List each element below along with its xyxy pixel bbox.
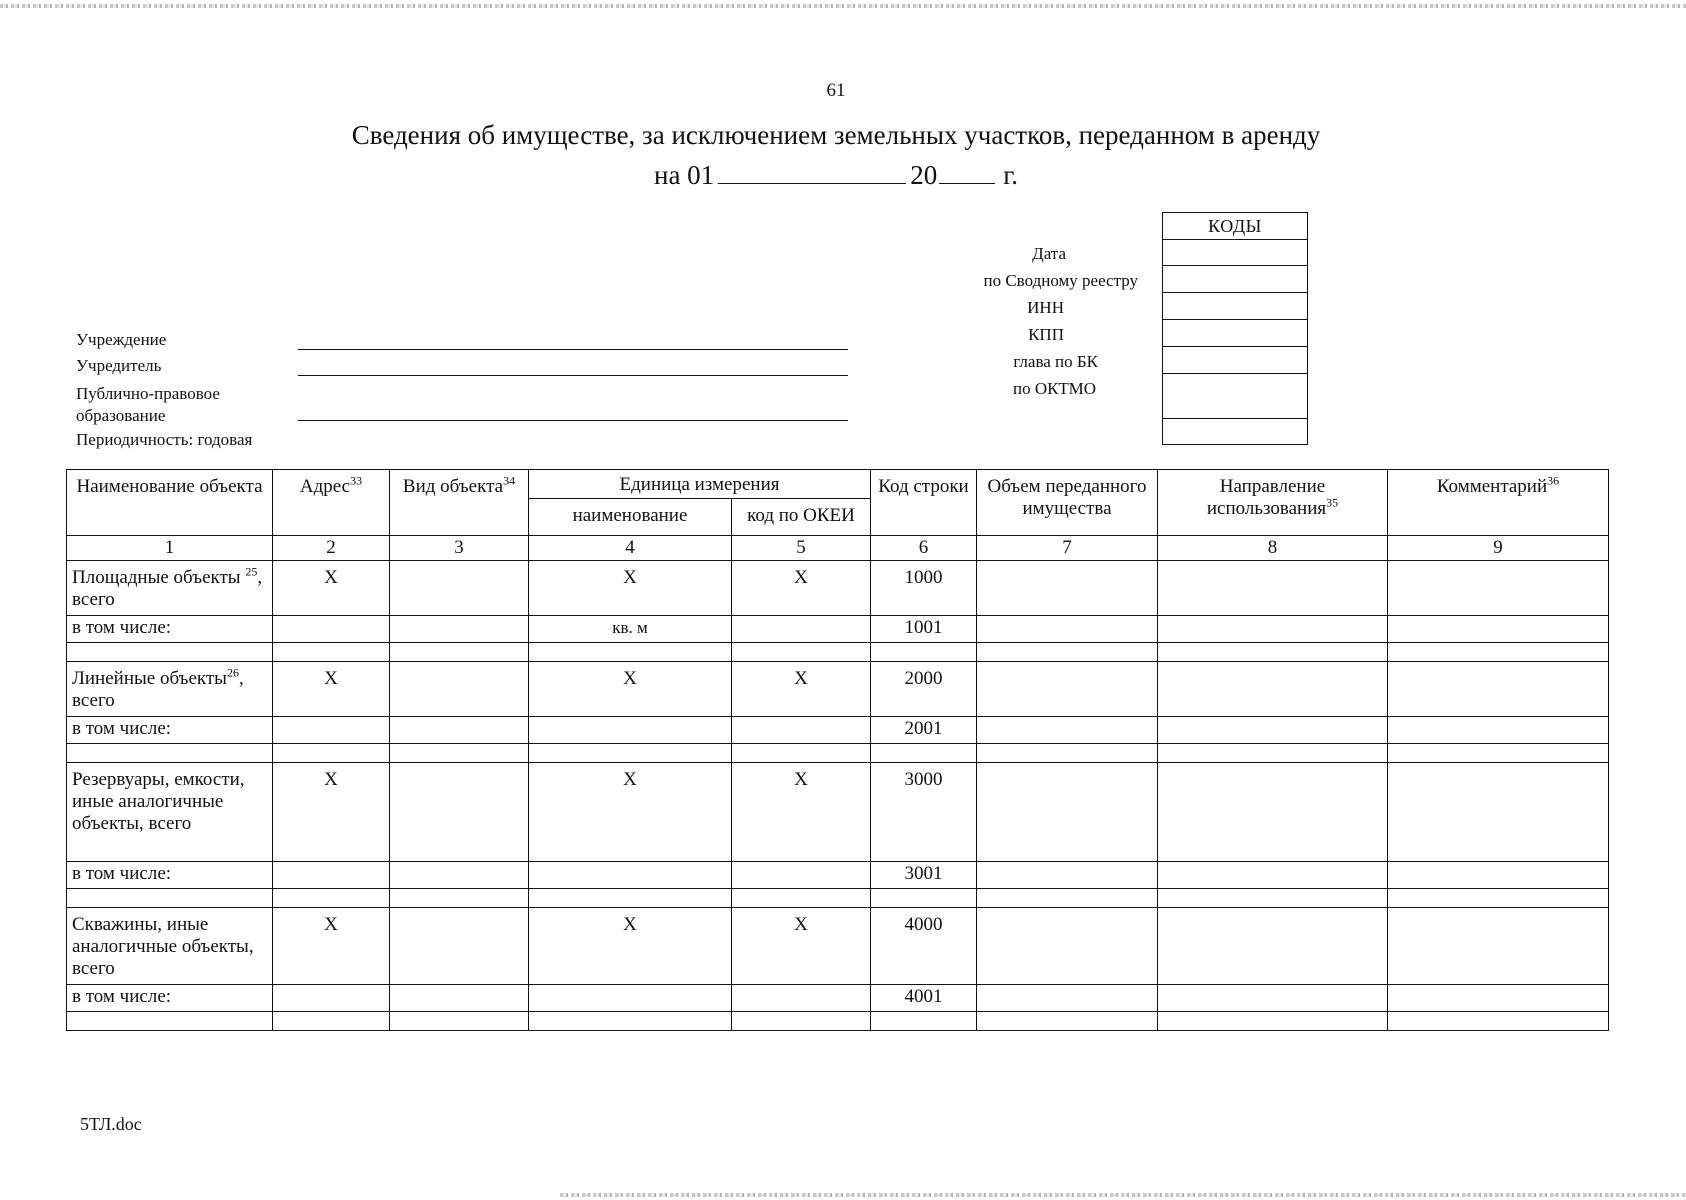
public-entity-line [298, 420, 848, 421]
codes-labels [878, 240, 1138, 402]
row-code: 2000 [871, 662, 977, 717]
cell-mark: X [529, 908, 732, 985]
header-purpose: Направление использования$^{35}$ [1158, 470, 1388, 536]
column-number: 4 [529, 536, 732, 561]
table-row-wells-incl [67, 985, 1609, 1012]
cell-mark: X [273, 763, 390, 862]
row-code: 1001 [871, 616, 977, 643]
header-comment: Комментарий$^{36}$ [1388, 470, 1609, 536]
cell-mark: X [529, 561, 732, 616]
row-name: Площадные объекты $^{25}$, всего [67, 561, 273, 616]
header-name: Наименование объекта [67, 470, 273, 536]
column-number: 3 [390, 536, 529, 561]
code-cell-oktmo [1163, 374, 1307, 419]
code-label-kpp: КПП [1028, 325, 1064, 344]
founder-line [298, 375, 848, 376]
row-code: 3001 [871, 862, 977, 889]
code-cell-registry [1163, 266, 1307, 293]
code-label-date: Дата [1032, 244, 1066, 263]
cell-mark: X [732, 908, 871, 985]
institution-line [298, 349, 848, 350]
code-label-oktmo: по ОКТМО [1012, 379, 1096, 398]
header-unit: Единица измерения [529, 470, 871, 499]
code-label-registry: по Сводному реестру [983, 271, 1138, 290]
cell-empty [1158, 662, 1388, 717]
table-row-area-objects [67, 561, 1609, 616]
row-name: Линейные объекты$^{26}$, всего [67, 662, 273, 717]
column-number: 1 [67, 536, 273, 561]
column-number: 2 [273, 536, 390, 561]
scan-edge-top [0, 4, 1686, 8]
cell-empty [1388, 561, 1609, 616]
code-cell-kpp [1163, 320, 1307, 347]
row-name: в том числе: [67, 717, 273, 744]
cell-empty [732, 616, 871, 643]
codes-box [1162, 212, 1308, 445]
header-unit-okei: код по ОКЕИ [732, 499, 871, 536]
code-label-inn: ИНН [1027, 298, 1064, 317]
cell-mark: X [273, 908, 390, 985]
cell-empty [390, 662, 529, 717]
row-code: 4001 [871, 985, 977, 1012]
unit-name: кв. м [529, 616, 732, 643]
cell-empty [1388, 616, 1609, 643]
cell-mark: X [732, 763, 871, 862]
row-code: 1000 [871, 561, 977, 616]
header-row-code: Код строки [871, 470, 977, 536]
column-number: 8 [1158, 536, 1388, 561]
cell-empty [977, 561, 1158, 616]
row-name: в том числе: [67, 862, 273, 889]
codes-title: КОДЫ [1163, 213, 1307, 240]
property-table [66, 469, 1609, 1031]
table-row-linear-objects [67, 662, 1609, 717]
table-row-area-incl [67, 616, 1609, 643]
cell-empty [273, 616, 390, 643]
row-name: Скважины, иные аналогичные объекты, всего [67, 908, 273, 985]
cell-mark: X [732, 662, 871, 717]
date-suffix: г. [1003, 160, 1018, 190]
header-address: Адрес$^{33}$ [273, 470, 390, 536]
column-number: 9 [1388, 536, 1609, 561]
cell-empty [1158, 616, 1388, 643]
header-volume: Объем переданного имущества [977, 470, 1158, 536]
table-row-blank [67, 889, 1609, 908]
date-day-month-blank [718, 161, 906, 184]
cell-empty [977, 662, 1158, 717]
date-year-blank [939, 161, 995, 184]
table-row-tanks-incl [67, 862, 1609, 889]
cell-mark: X [529, 662, 732, 717]
column-number: 5 [732, 536, 871, 561]
date-prefix: на 01 [654, 160, 715, 190]
cell-empty [390, 616, 529, 643]
cell-empty [1158, 561, 1388, 616]
cell-empty [977, 616, 1158, 643]
row-name: в том числе: [67, 616, 273, 643]
cell-mark: X [529, 763, 732, 862]
table-row-tanks [67, 763, 1609, 862]
header-type: Вид объекта$^{34}$ [390, 470, 529, 536]
row-code: 4000 [871, 908, 977, 985]
table-row-linear-incl [67, 717, 1609, 744]
code-cell-date [1163, 240, 1307, 266]
institution-label: Учреждение [76, 330, 167, 349]
column-number: 7 [977, 536, 1158, 561]
code-cell-inn [1163, 293, 1307, 320]
table-row-wells [67, 908, 1609, 985]
cell-mark: X [732, 561, 871, 616]
report-date-line [654, 160, 1018, 191]
founder-label: Учредитель [76, 356, 162, 375]
date-year-prefix: 20 [910, 160, 938, 190]
cell-empty [390, 908, 529, 985]
page-number: 61 [826, 80, 846, 101]
column-number: 6 [871, 536, 977, 561]
footer-filename: 5ТЛ.doc [80, 1114, 142, 1134]
table-row-blank [67, 643, 1609, 662]
document-title: Сведения об имуществе, за исключением земельных участков, переданном в аренду [351, 120, 1321, 150]
row-name: в том числе: [67, 985, 273, 1012]
table-header-row [67, 470, 1609, 499]
row-name: Резервуары, емкости, иные аналогичные объекты, всего [67, 763, 273, 862]
public-entity-label: Публично-правовое образование [76, 384, 220, 425]
cell-empty [390, 561, 529, 616]
header-unit-name: наименование [529, 499, 732, 536]
code-cell-bk-chapter [1163, 347, 1307, 374]
periodicity-label: Периодичность: годовая [76, 430, 253, 449]
row-code: 3000 [871, 763, 977, 862]
scan-edge-bottom [560, 1193, 1686, 1197]
cell-mark: X [273, 561, 390, 616]
row-code: 2001 [871, 717, 977, 744]
table-row-blank [67, 1012, 1609, 1031]
cell-empty [1388, 662, 1609, 717]
cell-mark: X [273, 662, 390, 717]
column-number-row [67, 536, 1609, 561]
code-cell-extra [1163, 419, 1307, 444]
table-row-blank [67, 744, 1609, 763]
cell-empty [390, 763, 529, 862]
code-label-bk-chapter: глава по БК [1013, 352, 1098, 371]
